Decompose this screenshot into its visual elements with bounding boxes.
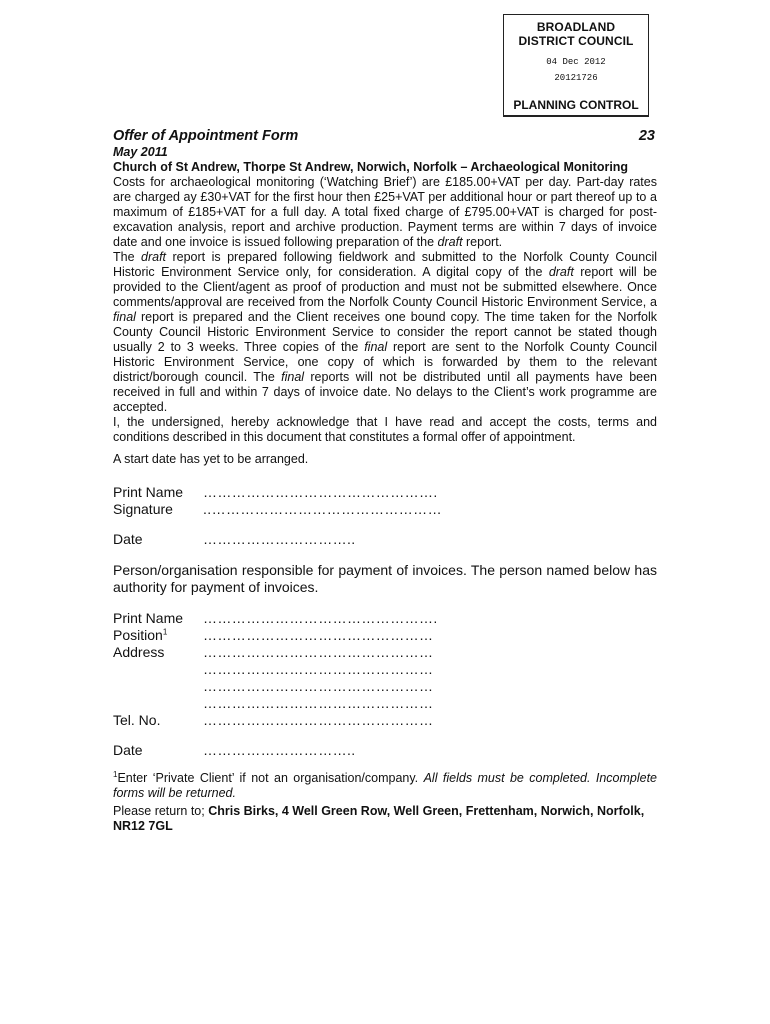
address-field-line-2[interactable]: …………………………………………: [203, 661, 434, 677]
address-field-line-1[interactable]: …………………………………………: [203, 644, 434, 660]
payer-address-row: [113, 661, 657, 678]
payer-print-name-label: Print Name: [113, 610, 184, 626]
costs-paragraph: Costs for archaeological monitoring (‘Watching Brief’) are £185.00+VAT per day. Part-day rates are charged ay £30+VAT for the first hour then £25+VAT per additional hour or part thereof up to a maximum of £185+VAT for a full day. A total fixed charge of £795.00+VAT is charged for post-excavation analysis, report and archive production. Payment terms are within 7 days of invoice date and one invoice is issued following preparation of the draft report.: [113, 175, 657, 249]
date-field[interactable]: …………………………..: [203, 531, 356, 547]
form-number: 23: [638, 128, 655, 144]
signer-date-row: [113, 531, 657, 548]
return-address: Please return to; Chris Birks, 4 Well Green Row, Well Green, Frettenham, Norwich, Norfolk, NR12 7GL: [113, 804, 645, 833]
payer-tel-row: [113, 712, 657, 729]
form-title: Offer of Appointment Form: [113, 128, 299, 144]
print-name-field[interactable]: ………………………………………….: [203, 484, 438, 500]
stamp-line-2: DISTRICT COUNCIL: [518, 34, 634, 48]
acknowledgement-paragraph: I, the undersigned, hereby acknowledge that I have read and accept the costs, terms and conditions described in this document that constitutes a formal offer of appointment.: [113, 415, 657, 444]
signature-label: Signature: [113, 501, 173, 517]
payer-address-row: [113, 644, 657, 661]
payer-statement: Person/organisation responsible for payment of invoices. The person named below has authority for payment of invoices.: [113, 562, 657, 595]
start-date-note: A start date has yet to be arranged.: [113, 452, 309, 466]
signature-field[interactable]: ..…………………………………………: [203, 501, 442, 517]
signer-print-name-row: [113, 484, 657, 501]
tel-label: Tel. No.: [113, 712, 161, 728]
payer-date-row: [113, 742, 657, 759]
stamp-footer: PLANNING CONTROL: [513, 98, 639, 112]
payer-date-label: Date: [113, 742, 143, 758]
address-field-line-4[interactable]: …………………………………………: [203, 695, 434, 711]
stamp-date: 04 Dec 2012: [546, 57, 606, 67]
report-paragraph: The draft report is prepared following fieldwork and submitted to the Norfolk County Council Historic Environment Service only, for consideration. A digital copy of the draft report will be provided to the Client/agent as proof of production and must not be submitted elsewhere. Once comments/approval are received from the Norfolk County Council Historic Environment Service, a final report is prepared and the Client receives one bound copy. The time taken for the Norfolk County Council Historic Environment Service to consider the report cannot be stated though usually 2 to 3 weeks. Three copies of the final report are sent to the Norfolk County Council Historic Environment Service, one copy of which is forwarded by them to the relevant district/borough council. The final reports will not be distributed until all payments have been received in full and within 7 days of invoice date. No delays to the Client’s work programme are accepted.: [113, 250, 658, 414]
address-field-line-3[interactable]: …………………………………………: [203, 678, 434, 694]
payer-date-field[interactable]: …………………………..: [203, 742, 356, 758]
form-date: May 2011: [113, 145, 168, 159]
footnote: $^1$Enter ‘Private Client’ if not an organisation/company. All fields must be completed. Incomplete forms will be returned.: [113, 769, 658, 800]
document-body: [113, 128, 657, 834]
payer-print-name-row: [113, 610, 657, 627]
position-label: Position$^1$: [113, 627, 168, 643]
payer-print-name-field[interactable]: ………………………………………….: [203, 610, 438, 626]
tel-field[interactable]: …………………………………………: [203, 712, 434, 728]
stamp-line-1: BROADLAND: [536, 20, 616, 34]
position-field[interactable]: …………………………………………: [203, 627, 434, 643]
payer-address-row: [113, 678, 657, 695]
project-title: Church of St Andrew, Thorpe St Andrew, Norwich, Norfolk – Archaeological Monitoring: [113, 160, 629, 174]
payer-position-row: [113, 627, 657, 644]
signer-signature-row: [113, 501, 657, 518]
date-label: Date: [113, 531, 143, 547]
address-label: Address: [113, 644, 165, 660]
received-stamp: [503, 14, 649, 117]
stamp-ref: 20121726: [554, 73, 598, 83]
print-name-label: Print Name: [113, 484, 184, 500]
form-header: [113, 128, 657, 145]
payer-address-row: [113, 695, 657, 712]
